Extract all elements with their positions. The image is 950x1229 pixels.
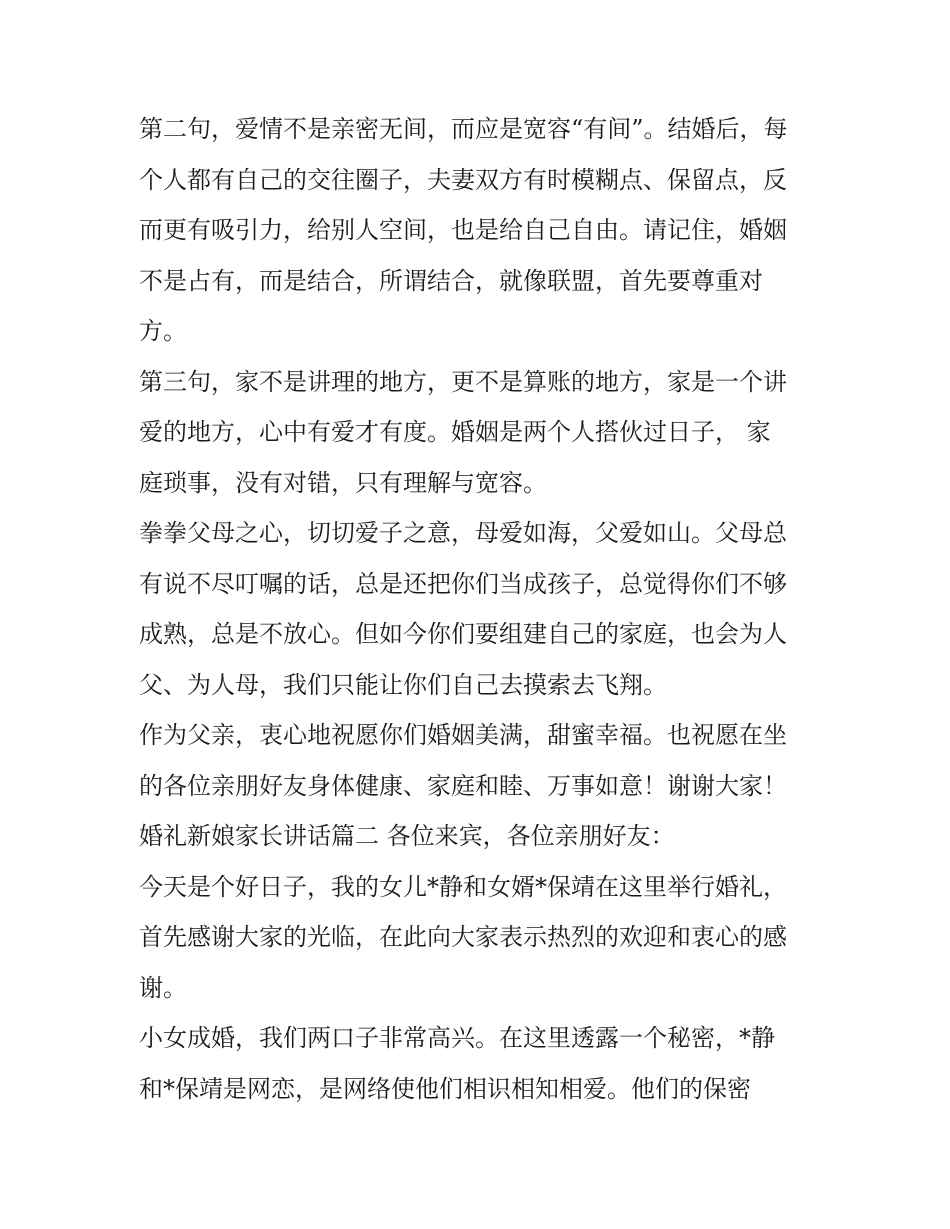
text-line: 作为父亲，衷心地祝愿你们婚姻美满，甜蜜幸福。也祝愿在坐 <box>139 721 787 749</box>
text-line: 和*保靖是网恋，是网络使他们相识相知相爱。他们的保密 <box>139 1074 751 1103</box>
text-line: 个人都有自己的交往圈子，夫妻双方有时模糊点、保留点，反 <box>139 165 787 194</box>
text-line: 婚礼新娘家长讲话篇二 各位来宾，各位亲朋好友： <box>139 822 675 850</box>
text-line: 成熟，总是不放心。但如今你们要组建自己的家庭，也会为人 <box>139 620 787 648</box>
text-line: 庭琐事，没有对错，只有理解与宽容。 <box>139 468 547 497</box>
text-line: 的各位亲朋好友身体健康、家庭和睦、万事如意！谢谢大家！ <box>139 771 787 800</box>
text-line: 爱的地方，心中有爱才有度。婚姻是两个人搭伙过日子， 家 <box>139 418 771 446</box>
text-line: 有说不尽叮嘱的话，总是还把你们当成孩子，总觉得你们不够 <box>139 569 787 598</box>
text-line: 不是占有，而是结合，所谓结合，就像联盟，首先要尊重对 <box>139 266 763 295</box>
text-line: 今天是个好日子，我的女儿*静和女婿*保靖在这里举行婚礼， <box>139 872 787 901</box>
text-line: 父、为人母，我们只能让你们自己去摸索去飞翔。 <box>139 670 667 699</box>
text-line: 方。 <box>139 317 187 345</box>
text-line: 首先感谢大家的光临，在此向大家表示热烈的欢迎和衷心的感 <box>139 923 787 951</box>
text-line: 而更有吸引力，给别人空间，也是给自己自由。请记住，婚姻 <box>139 216 787 244</box>
text-line: 拳拳父母之心，切切爱子之意，母爱如海，父爱如山。父母总 <box>139 519 787 547</box>
text-line: 谢。 <box>139 973 187 1002</box>
document-body <box>139 104 829 1114</box>
text-line: 第二句，爱情不是亲密无间，而应是宽容“有间”。结婚后，每 <box>139 115 788 143</box>
text-line: 小女成婚，我们两口子非常高兴。在这里透露一个秘密，*静 <box>139 1024 775 1052</box>
text-line: 第三句，家不是讲理的地方，更不是算账的地方，家是一个讲 <box>139 367 787 396</box>
